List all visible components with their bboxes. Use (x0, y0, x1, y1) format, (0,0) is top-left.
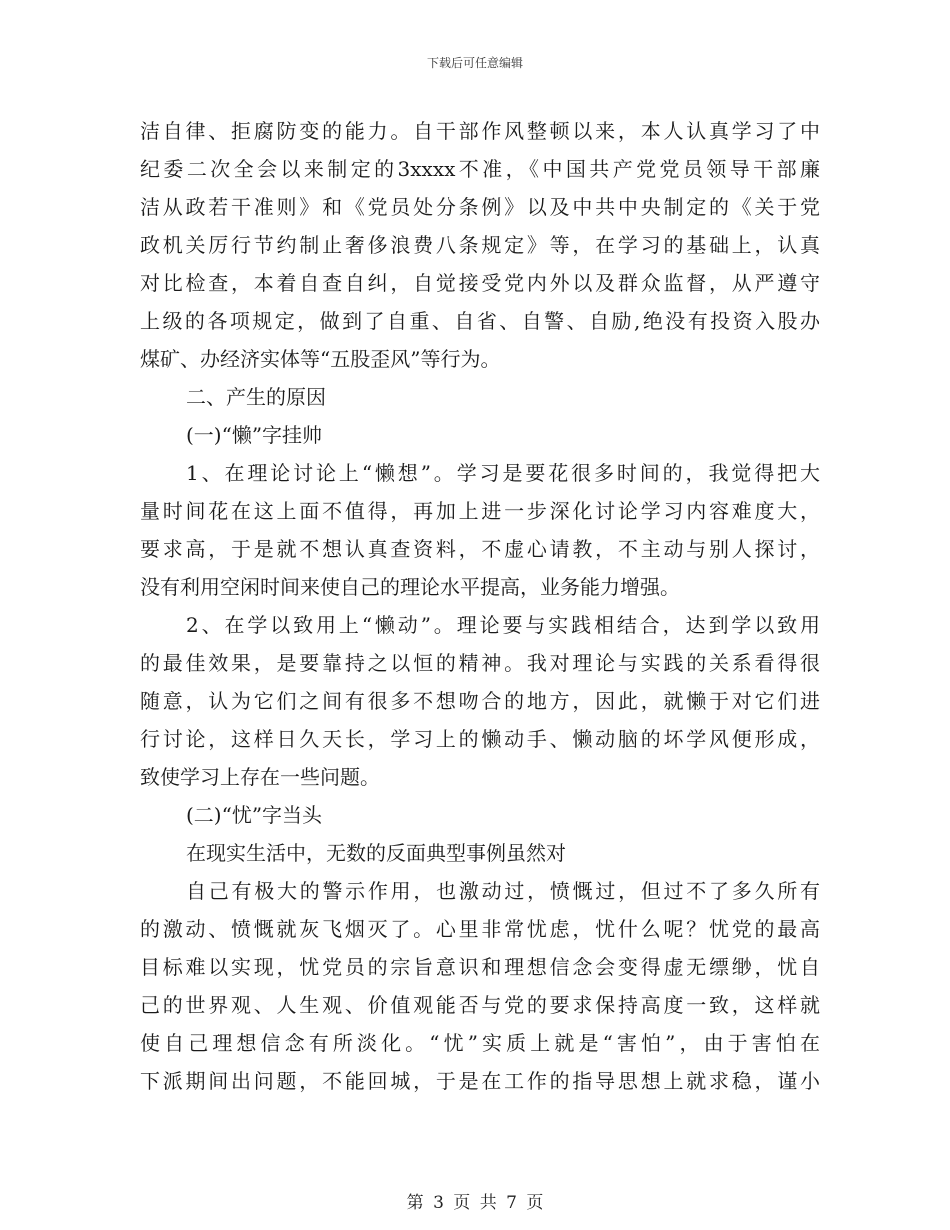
text-line: 己的世界观、人生观、价值观能否与党的要求保持高度一致，这样就 (140, 993, 820, 1017)
text-line: 1、在理论讨论上“懒想”。学习是要花很多时间的，我觉得把大 (186, 461, 820, 485)
text-line: 随意，认为它们之间有很多不想吻合的地方，因此，就懒于对它们进 (140, 689, 820, 713)
text-line: 纪委二次全会以来制定的3xxxx不准，《中国共产党党员领导干部廉 (140, 157, 820, 181)
text-line: 的最佳效果，是要靠持之以恒的精神。我对理论与实践的关系看得很 (140, 651, 820, 675)
text-line: 没有利用空闲时间来使自己的理论水平提高，业务能力增强。 (140, 575, 680, 599)
page-header: 下载后可任意编辑 (426, 56, 523, 70)
document-body (140, 112, 820, 1100)
text-line: 上级的各项规定，做到了自重、自省、自警、自励,绝没有投资入股办 (140, 309, 820, 333)
text-line: 煤矿、办经济实体等“五股歪风”等行为。 (140, 347, 501, 371)
text-line: 使自己理想信念有所淡化。“忧”实质上就是“害怕”，由于害怕在 (140, 1031, 820, 1055)
text-line: 二、产生的原因 (186, 385, 326, 409)
text-line: 政机关厉行节约制止奢侈浪费八条规定》等，在学习的基础上，认真 (140, 233, 820, 257)
text-line: 目标难以实现，忧党员的宗旨意识和理想信念会变得虚无缥缈，忧自 (140, 955, 820, 979)
text-line: 自己有极大的警示作用，也激动过，愤慨过，但过不了多久所有 (186, 879, 820, 903)
text-line: 致使学习上存在一些问题。 (140, 765, 380, 789)
text-line: (二)“忧”字当头 (186, 803, 323, 827)
text-line: 2、在学以致用上“懒动”。理论要与实践相结合，达到学以致用 (186, 613, 820, 637)
text-line: 量时间花在这上面不值得，再加上进一步深化讨论学习内容难度大， (140, 499, 820, 523)
text-line: (一)“懒”字挂帅 (186, 423, 323, 447)
text-line: 的激动、愤慨就灰飞烟灭了。心里非常忧虑，忧什么呢？忧党的最高 (140, 917, 820, 941)
text-line: 在现实生活中，无数的反面典型事例虽然对 (186, 841, 566, 865)
text-line: 下派期间出问题，不能回城，于是在工作的指导思想上就求稳，谨小 (140, 1069, 820, 1093)
text-line: 对比检查，本着自查自纠，自觉接受党内外以及群众监督，从严遵守 (140, 271, 820, 295)
text-line: 行讨论，这样日久天长，学习上的懒动手、懒动脑的坏学风便形成， (140, 727, 820, 751)
text-line: 洁从政若干准则》和《党员处分条例》以及中共中央制定的《关于党 (140, 195, 820, 219)
text-line: 洁自律、拒腐防变的能力。自干部作风整顿以来，本人认真学习了中 (140, 119, 820, 143)
text-line: 要求高，于是就不想认真查资料，不虚心请教，不主动与别人探讨， (140, 537, 820, 561)
page-number: 第 3 页 共 7 页 (406, 1193, 544, 1213)
